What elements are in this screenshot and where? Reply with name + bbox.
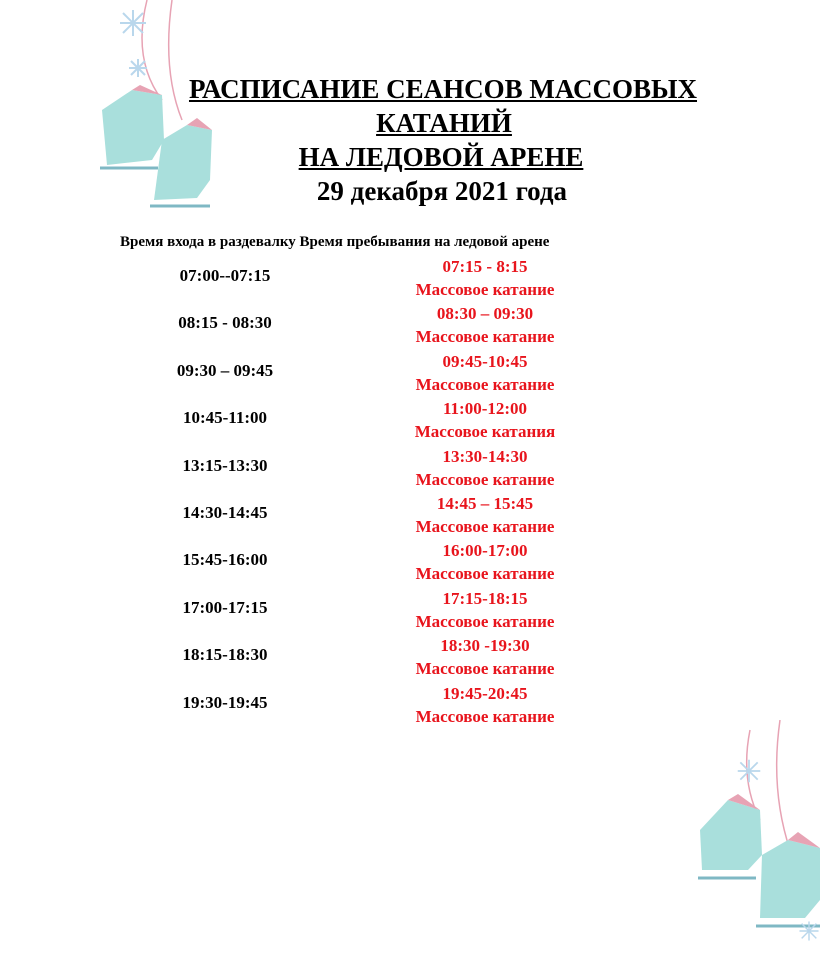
session-cell (385, 255, 585, 301)
session-column-header: Время пребывания на ледовой арене (299, 234, 550, 250)
session-label: Массовое катание (415, 516, 555, 536)
entry-time: 08:15 - 08:30 (178, 313, 272, 333)
session-cell (385, 634, 585, 680)
session-label: Массовое катание (415, 659, 555, 679)
session-time: 13:30-14:30 (442, 446, 528, 466)
page-title (0, 72, 828, 208)
session-cell (385, 350, 585, 396)
entry-time: 14:30-14:45 (182, 502, 268, 522)
entry-column-header: Время входа в раздевалку (120, 234, 296, 250)
session-label: Массовое катание (415, 564, 555, 584)
session-time: 16:00-17:00 (442, 541, 528, 561)
session-cell (385, 682, 585, 728)
session-time: 07:15 - 8:15 (442, 257, 528, 276)
schedule-row (0, 350, 828, 397)
session-cell (385, 539, 585, 585)
session-label: Массовое катание (415, 280, 555, 299)
session-label: Массовое катание (415, 469, 555, 489)
session-label: Массовое катания (414, 422, 556, 442)
session-time: 09:45-10:45 (442, 351, 528, 371)
entry-time: 15:45-16:00 (182, 550, 268, 570)
schedule-table (0, 255, 828, 729)
schedule-row (0, 255, 828, 302)
session-label: Массовое катание (415, 611, 555, 631)
schedule-row (0, 539, 828, 586)
schedule-row (0, 492, 828, 539)
session-time: 14:45 – 15:45 (436, 493, 534, 513)
session-cell (385, 302, 585, 348)
title-line-1: РАСПИСАНИЕ СЕАНСОВ МАССОВЫХ (188, 74, 698, 104)
title-line-2: КАТАНИЙ (376, 108, 512, 138)
entry-time: 17:00-17:15 (182, 597, 268, 617)
session-cell (385, 445, 585, 491)
session-time: 08:30 – 09:30 (436, 304, 534, 324)
session-cell (385, 492, 585, 538)
session-time: 17:15-18:15 (442, 588, 528, 608)
session-time: 11:00-12:00 (442, 399, 528, 419)
column-headers (120, 234, 549, 251)
snowflake-icon (798, 920, 820, 942)
entry-time: 10:45-11:00 (182, 408, 268, 428)
title-date: 29 декабря 2021 года (316, 176, 568, 206)
schedule-row (0, 634, 828, 681)
session-label: Массовое катание (415, 374, 555, 394)
entry-time: 18:15-18:30 (182, 645, 268, 665)
entry-time: 19:30-19:45 (182, 692, 268, 712)
schedule-row (0, 682, 828, 729)
session-label: Массовое катание (415, 706, 555, 726)
entry-time: 07:00--07:15 (179, 266, 271, 285)
schedule-row (0, 587, 828, 634)
session-time: 18:30 -19:30 (440, 636, 530, 656)
schedule-row (0, 397, 828, 444)
schedule-row (0, 445, 828, 492)
schedule-row (0, 302, 828, 349)
snowflake-icon (118, 8, 148, 38)
entry-time: 09:30 – 09:45 (176, 360, 274, 380)
entry-time: 13:15-13:30 (182, 455, 268, 475)
session-label: Массовое катание (415, 327, 555, 347)
snowflake-icon (736, 758, 762, 784)
title-line-3: НА ЛЕДОВОЙ АРЕНЕ (298, 142, 584, 172)
session-time: 19:45-20:45 (442, 683, 528, 703)
session-cell (385, 397, 585, 443)
session-cell (385, 587, 585, 633)
